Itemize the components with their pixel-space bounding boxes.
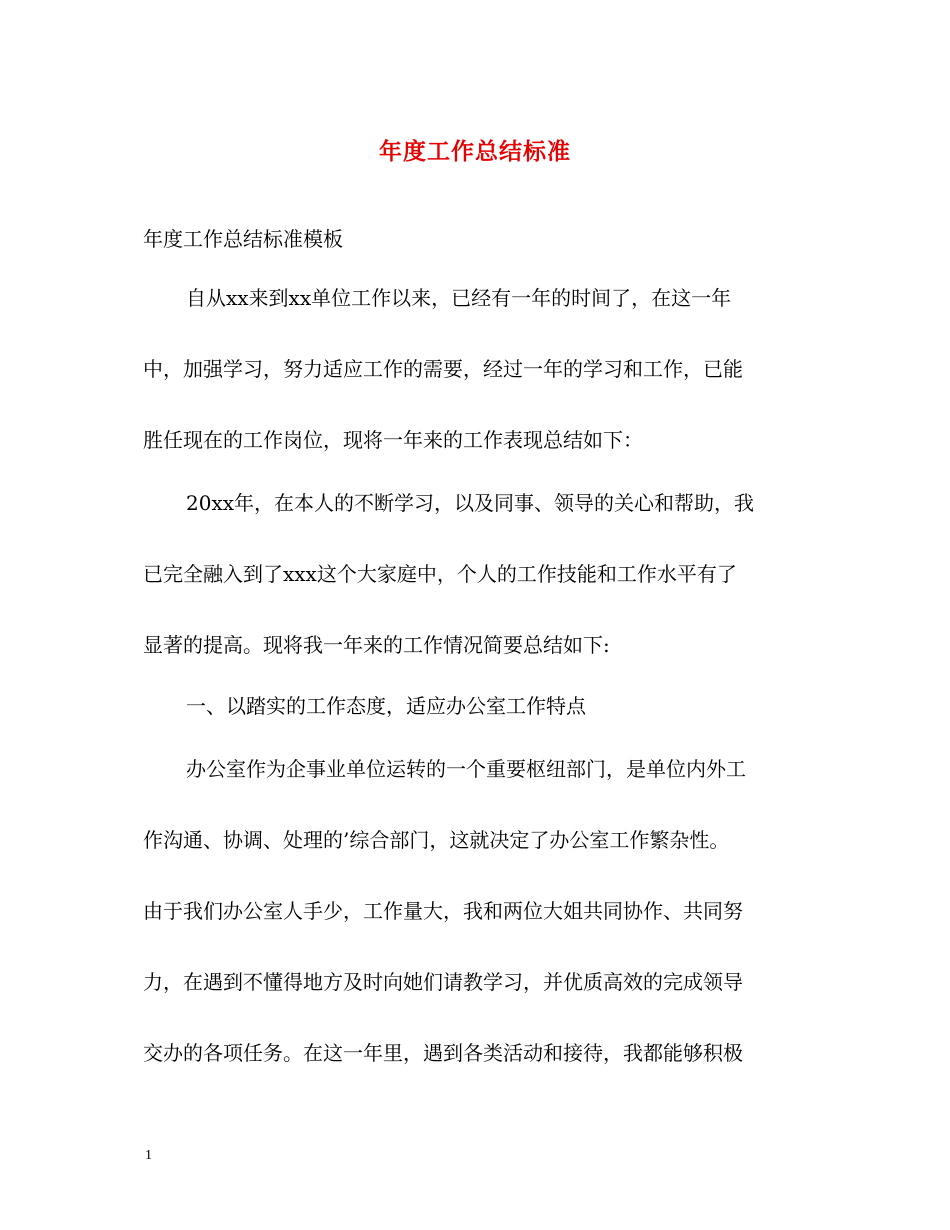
paragraph-line: 交办的各项任务。在这一年里，遇到各类活动和接待，我都能够积极 bbox=[143, 1041, 743, 1065]
paragraph-line: 中，加强学习，努力适应工作的需要，经过一年的学习和工作，已能 bbox=[143, 357, 743, 381]
paragraph-line: 已完全融入到了xxx这个大家庭中，个人的工作技能和工作水平有了 bbox=[143, 562, 737, 586]
document-title: 年度工作总结标准 bbox=[379, 138, 571, 165]
paragraph-line: 作沟通、协调、处理的’综合部门，这就决定了办公室工作繁杂性。 bbox=[143, 828, 730, 852]
paragraph-line: 办公室作为企事业单位运转的一个重要枢纽部门，是单位内外工 bbox=[186, 757, 746, 781]
paragraph-line: 由于我们办公室人手少，工作量大，我和两位大姐共同协作、共同努 bbox=[143, 899, 743, 923]
section-heading: 一、以踏实的工作态度，适应办公室工作特点 bbox=[186, 694, 586, 718]
paragraph-line: 显著的提高。现将我一年来的工作情况简要总结如下: bbox=[143, 633, 610, 657]
paragraph-line: 胜任现在的工作岗位，现将一年来的工作表现总结如下： bbox=[143, 428, 643, 452]
paragraph-line: 20xx年，在本人的不断学习，以及同事、领导的关心和帮助，我 bbox=[186, 491, 755, 515]
document-subtitle: 年度工作总结标准模板 bbox=[143, 227, 343, 251]
paragraph-line: 自从xx来到xx单位工作以来，已经有一年的时间了，在这一年 bbox=[186, 286, 732, 310]
page-number: 1 bbox=[145, 1148, 152, 1163]
paragraph-line: 力，在遇到不懂得地方及时向她们请教学习，并优质高效的完成领导 bbox=[143, 970, 743, 994]
